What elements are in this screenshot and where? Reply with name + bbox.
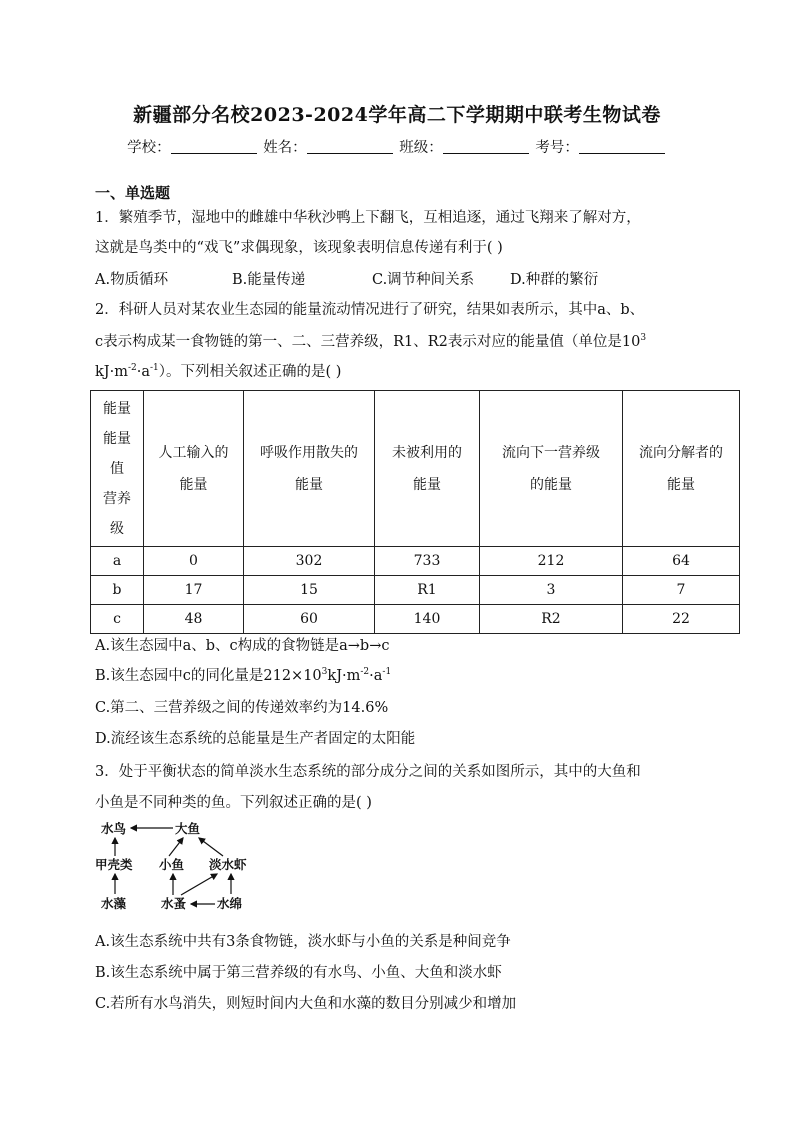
table-cell: 302 — [244, 547, 375, 576]
school-label: 学校： — [127, 140, 171, 156]
q3-option-b[interactable]: B.该生态系统中属于第三营养级的有水鸟、小鱼、大鱼和淡水虾 — [95, 965, 502, 981]
arrow-xiaoyu-dayu — [169, 838, 183, 856]
table-cell: 7 — [623, 576, 740, 605]
table-cell: R2 — [480, 605, 623, 634]
q2-option-d[interactable]: D.流经该生态系统的总能量是生产者固定的太阳能 — [95, 731, 416, 747]
q1-options — [95, 268, 598, 289]
arrow-danshuixia-dayu — [199, 838, 223, 856]
table-header-row — [91, 391, 740, 547]
exam-number-blank[interactable] — [579, 139, 665, 154]
table-header-cell: 流向分解者的 能量 — [623, 391, 740, 547]
table-cell: 17 — [144, 576, 244, 605]
q2-option-c[interactable]: C.第二、三营养级之间的传递效率约为14.6% — [95, 700, 389, 716]
q2-line3: $kJ\cdot m^{-2}\cdot a^{-1}$）。下列相关叙述正确的是( ) — [95, 363, 342, 380]
table-cell: 22 — [623, 605, 740, 634]
class-label: 班级： — [399, 140, 443, 156]
food-web-diagram — [95, 816, 265, 916]
table-cell: 3 — [480, 576, 623, 605]
table-header-cell: 人工输入的 能量 — [144, 391, 244, 547]
table-cell: 212 — [480, 547, 623, 576]
node-dayu: 大鱼 — [175, 821, 201, 836]
table-cell: 60 — [244, 605, 375, 634]
node-danshuixia: 淡水虾 — [209, 857, 247, 872]
node-shuizao: 水藻 — [101, 896, 127, 911]
table-header-cell: 流向下一营养级 的能量 — [480, 391, 623, 547]
name-label: 姓名： — [263, 140, 307, 156]
table-cell: R1 — [375, 576, 480, 605]
q3-option-c[interactable]: C.若所有水鸟消失，则短时间内大鱼和水藻的数目分别减少和增加 — [95, 996, 517, 1012]
class-blank[interactable] — [443, 139, 529, 154]
q1-option-d[interactable]: D.种群的繁衍 — [510, 272, 599, 288]
q3-line2: 小鱼是不同种类的鱼。下列叙述正确的是( ) — [95, 795, 372, 811]
table-row — [91, 605, 740, 634]
school-blank[interactable] — [171, 139, 257, 154]
table-row — [91, 547, 740, 576]
node-shuiniao: 水鸟 — [101, 821, 127, 836]
node-shuimian: 水绵 — [217, 896, 243, 911]
table-cell: 15 — [244, 576, 375, 605]
q2-option-b[interactable]: B.该生态园中c的同化量是$212\times 10^3kJ\cdot m^{-2}\cdot a^{-1}$ — [95, 667, 392, 684]
table-header-cell: 呼吸作用散失的 能量 — [244, 391, 375, 547]
table-cell: c — [91, 605, 144, 634]
q2-line2: c表示构成某一食物链的第一、二、三营养级，R1、R2表示对应的能量值（单位是$10^3$ — [95, 333, 647, 350]
q1-option-b[interactable]: B.能量传递 — [232, 272, 306, 288]
section-heading: 一、单选题 — [95, 184, 171, 202]
table-cell: b — [91, 576, 144, 605]
exam-number-label: 考号： — [535, 140, 579, 156]
node-jiaqiaolei: 甲壳类 — [95, 857, 133, 872]
q2-line1: 2．科研人员对某农业生态园的能量流动情况进行了研究，结果如表所示，其中a、b、 — [95, 302, 645, 318]
q3-line1: 3．处于平衡状态的简单淡水生态系统的部分成分之间的关系如图所示，其中的大鱼和 — [95, 764, 641, 780]
table-cell: 64 — [623, 547, 740, 576]
q1-line1: 1．繁殖季节，湿地中的雌雄中华秋沙鸭上下翻飞，互相追逐，通过飞翔来了解对方， — [95, 210, 641, 226]
name-blank[interactable] — [307, 139, 393, 154]
table-row — [91, 576, 740, 605]
student-info-line — [0, 136, 794, 157]
table-cell: 48 — [144, 605, 244, 634]
table-cell: 140 — [375, 605, 480, 634]
q1-option-c[interactable]: C.调节种间关系 — [372, 272, 475, 288]
table-cell: a — [91, 547, 144, 576]
table-header-cell: 未被利用的 能量 — [375, 391, 480, 547]
node-xiaoyu: 小鱼 — [159, 857, 185, 872]
table-cell: 733 — [375, 547, 480, 576]
table-cell: 0 — [144, 547, 244, 576]
q2-option-a[interactable]: A.该生态园中a、b、c构成的食物链是a→b→c — [95, 638, 390, 654]
exam-title: 新疆部分名校2023-2024学年高二下学期期中联考生物试卷 — [133, 104, 661, 126]
energy-table — [90, 390, 740, 634]
q1-option-a[interactable]: A.物质循环 — [95, 272, 169, 288]
q3-option-a[interactable]: A.该生态系统中共有3条食物链，淡水虾与小鱼的关系是种间竞争 — [95, 934, 511, 950]
arrow-shuiyu-danshuixia — [181, 874, 217, 895]
table-corner-header: 能量 能量 值 营养 级 — [91, 391, 144, 547]
q1-line2: 这就是鸟类中的“戏飞”求偶现象，该现象表明信息传递有利于( ) — [95, 240, 503, 256]
node-shuiyu: 水蚤 — [161, 896, 187, 911]
